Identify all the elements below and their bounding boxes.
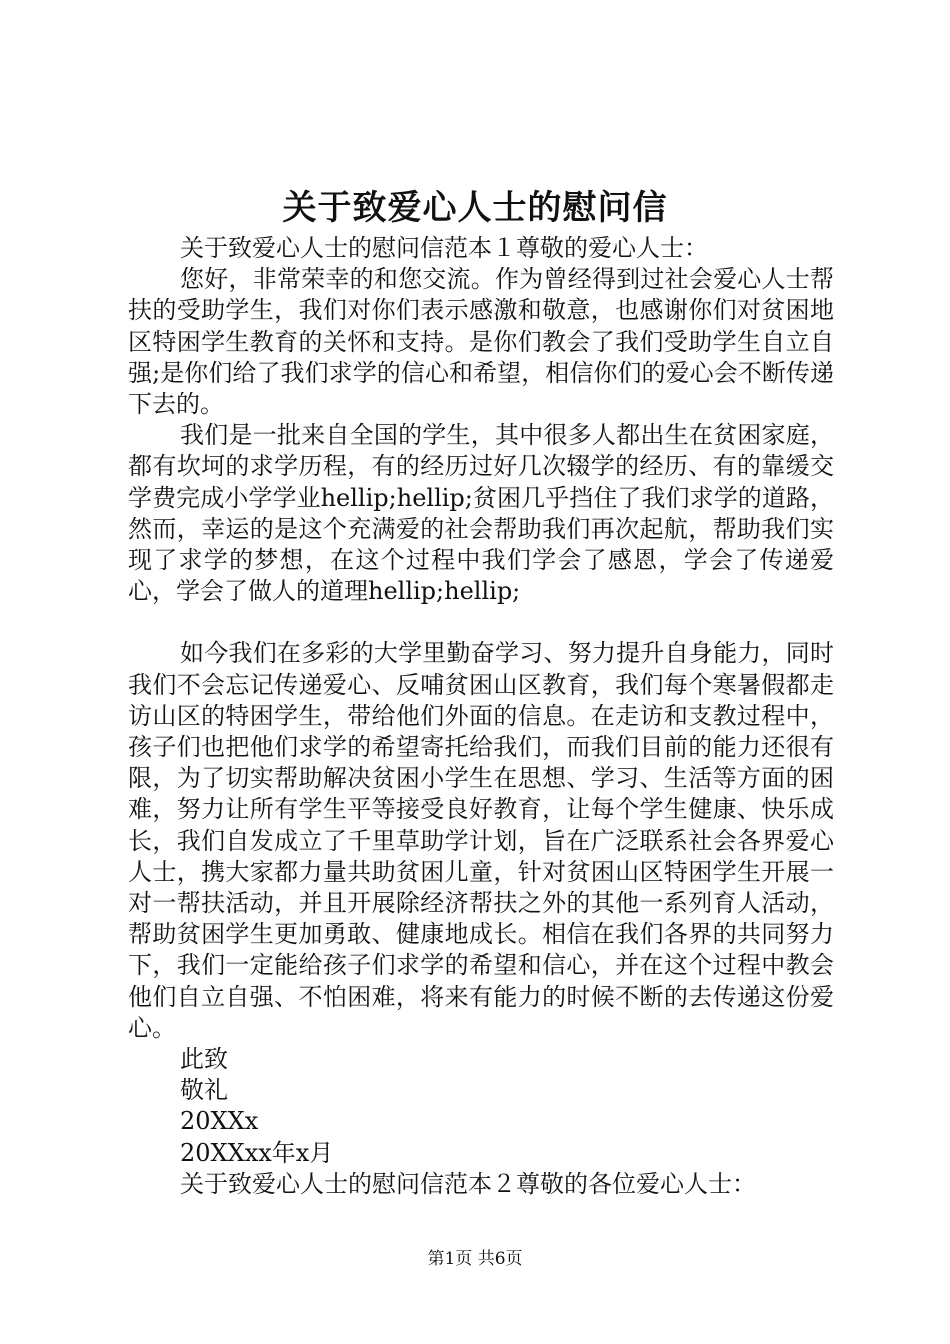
date-line: 20XXxx年x月: [180, 1138, 334, 1167]
page-footer: 第1页 共6页: [427, 1249, 523, 1269]
letter-paragraph: 您好，非常荣幸的和您交流。作为曾经得到过社会爱心人士帮扶的受助学生，我们对你们表示感激和敬意，也感谢你们对贫困地区特困学生教育的关怀和支持。是你们教会了我们受助学生自立自强;是你们给了我们求学的信心和希望，相信你们的爱心会不断传递下去的。: [128, 265, 834, 419]
letter-paragraph: 我们是一批来自全国的学生，其中很多人都出生在贫困家庭，都有坎坷的求学历程，有的经历过好几次辍学的经历、有的靠缓交学费完成小学学业hellip;hellip;贫困几乎挡住了我们求学的道路，然而，幸运的是这个充满爱的社会帮助我们再次起航，帮助我们实现了求学的梦想，在这个过程中我们学会了感恩，学会了传递爱心，学会了做人的道理hellip;hellip;: [128, 421, 834, 606]
paragraph-gap: [128, 607, 834, 638]
letter-body: [128, 233, 834, 1200]
letter-paragraph: 如今我们在多彩的大学里勤奋学习、努力提升自身能力，同时我们不会忘记传递爱心、反哺贫困山区教育，我们每个寒暑假都走访山区的特困学生，带给他们外面的信息。在走访和支教过程中，孩子们也把他们求学的希望寄托给我们，而我们目前的能力还很有限，为了切实帮助解决贫困小学生在思想、学习、生活等方面的困难，努力让所有学生平等接受良好教育，让每个学生健康、快乐成长，我们自发成立了千里草助学计划，旨在广泛联系社会各界爱心人士，携大家都力量共助贫困儿童，针对贫困山区特困学生开展一对一帮扶活动，并且开展除经济帮扶之外的其他一系列育人活动，帮助贫困学生更加勇敢、健康地成长。相信在我们各界的共同努力下，我们一定能给孩子们求学的希望和信心，并在这个过程中教会他们自立自强、不怕困难，将来有能力的时候不断的去传递这份爱心。: [128, 639, 834, 1042]
signature-line: 20XXx: [180, 1107, 259, 1136]
closing-line: 此致: [180, 1045, 228, 1074]
next-letter-intro: 关于致爱心人士的慰问信范本２尊敬的各位爱心人士：: [180, 1169, 756, 1198]
letter-greeting: 关于致爱心人士的慰问信范本１尊敬的爱心人士：: [180, 234, 708, 262]
closing-line: 敬礼: [180, 1076, 228, 1105]
page-title: 关于致爱心人士的慰问信: [282, 188, 668, 228]
